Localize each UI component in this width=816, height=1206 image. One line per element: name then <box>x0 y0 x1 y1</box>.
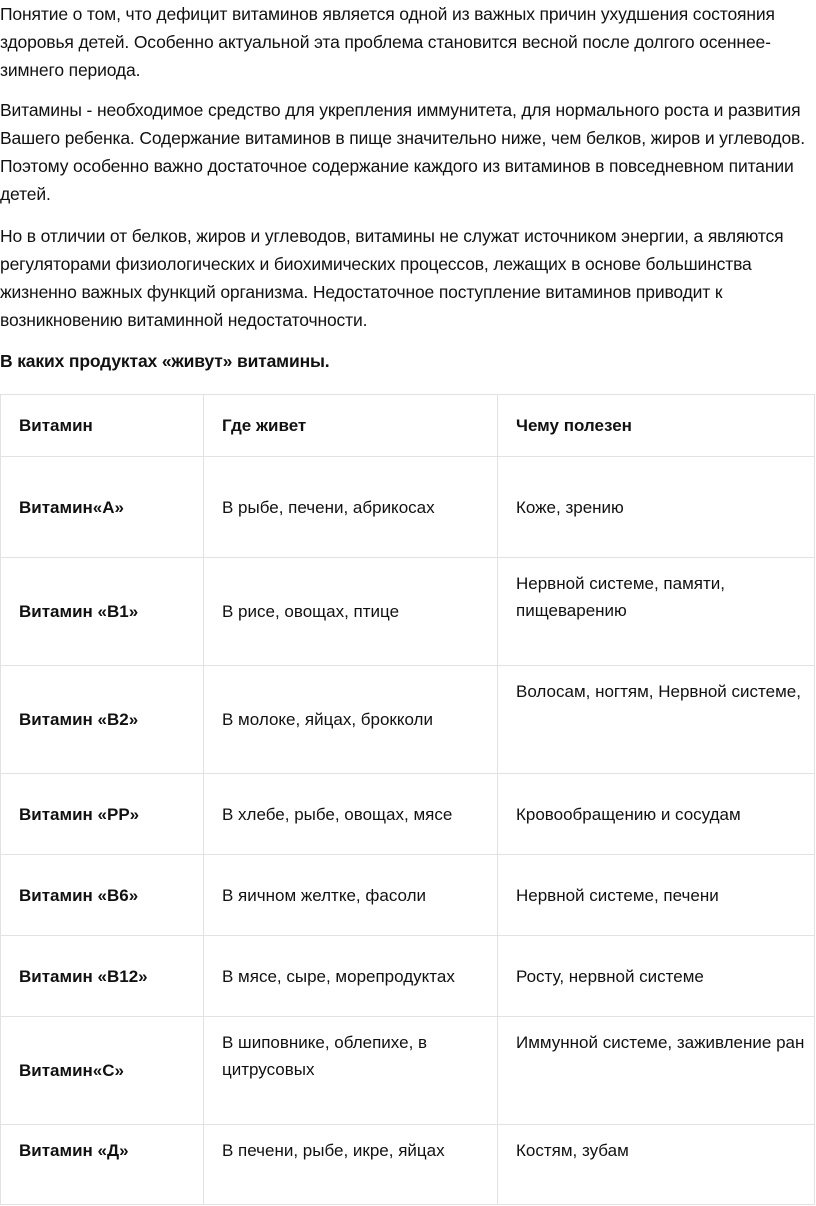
intro-paragraph-1: Понятие о том, что дефицит витаминов является одной из важных причин ухудшения состояния здоровья детей. Особенно актуальной эта проблема становится весной после долгого осеннее-зимнего периода. <box>0 4 775 80</box>
cell-vitamin: Витамин «РР» <box>1 774 204 855</box>
cell-where: В рисе, овощах, птице <box>204 558 498 666</box>
table-row <box>1 558 815 666</box>
cell-where: В печени, рыбе, икре, яйцах <box>204 1125 498 1205</box>
header-benefit: Чему полезен <box>498 395 815 457</box>
cell-where: В шиповнике, облепихе, в цитрусовых <box>204 1017 498 1125</box>
cell-benefit: Костям, зубам <box>498 1125 815 1205</box>
cell-benefit: Росту, нервной системе <box>498 936 815 1017</box>
cell-vitamin: Витамин «Д» <box>1 1125 204 1205</box>
cell-benefit: Кровообращению и сосудам <box>498 774 815 855</box>
cell-benefit: Иммунной системе, заживление ран <box>498 1017 815 1125</box>
cell-vitamin: Витамин «В6» <box>1 855 204 936</box>
cell-vitamin: Витамин «В12» <box>1 936 204 1017</box>
header-vitamin: Витамин <box>1 395 204 457</box>
cell-where: В мясе, сыре, морепродуктах <box>204 936 498 1017</box>
cell-vitamin: Витамин«С» <box>1 1017 204 1125</box>
table-row <box>1 1017 815 1125</box>
cell-vitamin: Витамин«А» <box>1 457 204 558</box>
table-row <box>1 666 815 774</box>
table-row <box>1 1125 815 1205</box>
cell-benefit: Нервной системе, печени <box>498 855 815 936</box>
table-row <box>1 936 815 1017</box>
intro-paragraph-3: Но в отличии от белков, жиров и углеводов, витамины не служат источником энергии, а являются регуляторами физиологических и биохимических процессов, лежащих в основе большинства жизненно важных функций организма. Недостаточное поступление витаминов приводит к возникновению витаминной недостаточности. <box>0 226 784 330</box>
cell-where: В молоке, яйцах, брокколи <box>204 666 498 774</box>
cell-where: В яичном желтке, фасоли <box>204 855 498 936</box>
cell-where: В рыбе, печени, абрикосах <box>204 457 498 558</box>
vitamins-table <box>0 394 815 1205</box>
table-row <box>1 855 815 936</box>
header-where: Где живет <box>204 395 498 457</box>
cell-vitamin: Витамин «В1» <box>1 558 204 666</box>
cell-benefit: Коже, зрению <box>498 457 815 558</box>
table-header-row <box>1 395 815 457</box>
cell-vitamin: Витамин «В2» <box>1 666 204 774</box>
intro-paragraph-2: Витамины - необходимое средство для укрепления иммунитета, для нормального роста и развития Вашего ребенка. Содержание витаминов в пище значительно ниже, чем белков, жиров и углеводов. Поэтому особенно важно достаточное содержание каждого из витаминов в повседневном питании детей. <box>0 100 805 204</box>
table-row <box>1 774 815 855</box>
section-heading: В каких продуктах «живут» витамины. <box>0 351 330 371</box>
cell-where: В хлебе, рыбе, овощах, мясе <box>204 774 498 855</box>
table-row <box>1 457 815 558</box>
cell-benefit: Волосам, ногтям, Нервной системе, <box>498 666 815 774</box>
cell-benefit: Нервной системе, памяти, пищеварению <box>498 558 815 666</box>
